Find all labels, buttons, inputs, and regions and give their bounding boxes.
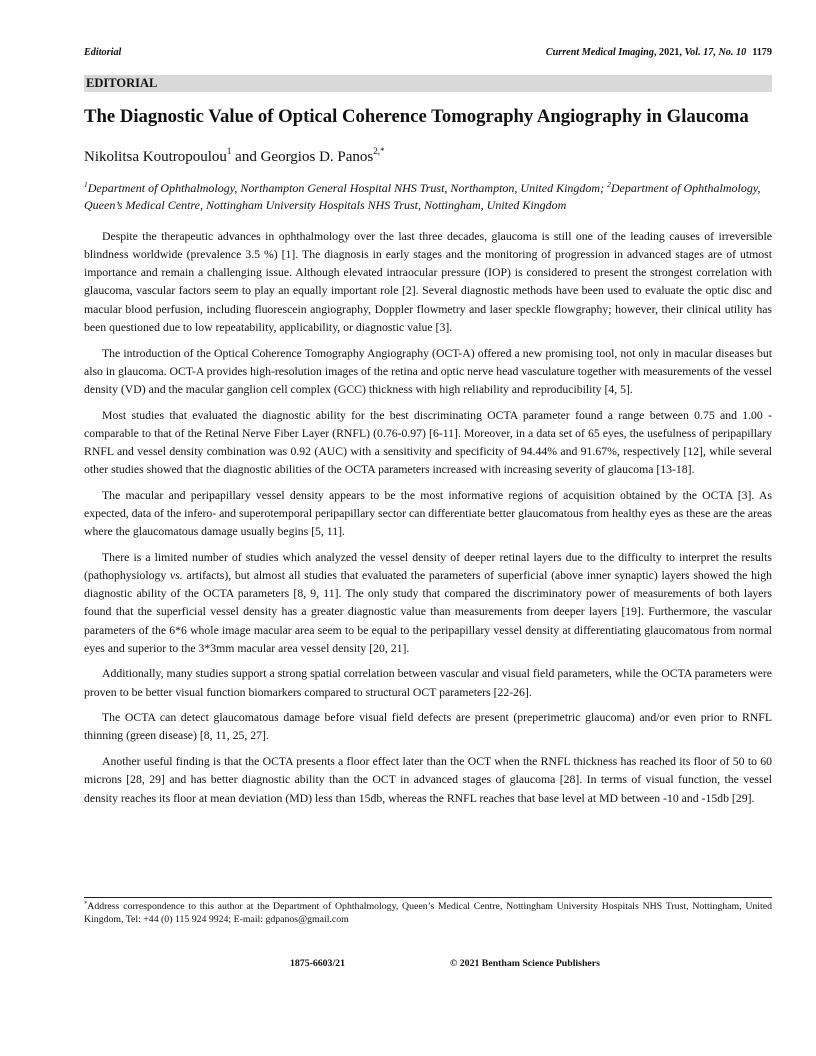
author-list [84,147,772,167]
italic-term: vs. [170,569,183,583]
author-name: Georgios D. Panos [260,149,374,165]
body-paragraph: The introduction of the Optical Coherence Tomography Angiography (OCT-A) offered a new promising tool, not only in macular diseases but also in glaucoma. OCT-A provides high-resolution images of the retina and optic nerve head vasculature together with measurements of the vessel density (VD) and the macular ganglion cell complex (GCC) thickness with high reliability and reproducibility [4, 5]. [84,346,772,396]
author-affiliation-marker: 2,* [373,146,385,156]
footnote-marker: * [84,900,88,907]
body-paragraph: Another useful finding is that the OCTA presents a floor effect later than the OCT when the RNFL thickness has reached its floor of 50 to 60 microns [28, 29] and has better diagnostic ability than the OCT in advanced stages of glaucoma [28]. In terms of visual function, the vessel density reaches its floor at mean deviation (MD) less than 15db, whereas the RNFL reaches that base level at MD between -10 and -15db [29]. [84,755,772,805]
journal-name: Current Medical Imaging [545,47,654,58]
footnote-text: Address correspondence to this author at the Department of Ophthalmology, Queen’s Medical Centre, Nottingham University Hospitals NHS Trust, Nottingham, United Kingdom, Tel: +44 (0) 115 924 9924; E-mail: gdpanos@gmail.com [84,901,772,925]
journal-year: , 2021, [653,47,685,58]
article-type-label: Editorial [84,47,122,58]
body-paragraph: The macular and peripapillary vessel density appears to be the most informative regions of acquisition obtained by the OCTA [3]. As expected, data of the infero- and superotemporal peripapillary sector can differentiate better glaucomatous from healthy eyes as these are the areas where the glaucomatous damage usually begins [5, 11]. [84,488,772,539]
body-paragraph: Despite the therapeutic advances in ophthalmology over the last three decades, glaucoma is still one of the leading causes of irreversible blindness worldwide (prevalence 3.5 %) [1]. The diagnosis in early stages and the monitoring of progression in advanced stages are of utmost importance and remain a challenging issue. Although elevated intraocular pressure (IOP) is considered to present the strongest correlation with glaucoma, vascular factors seem to play an equally important role [2]. Several diagnostic methods have been used to evaluate the optic disc and macular blood perfusion, including fluorescein angiography, Doppler flowmetry and laser speckle flowgraphy; however, their clinical utility has been questioned due to low repeatability, applicability, or diagnostic value [3]. [84,230,772,334]
page-footer [84,958,772,972]
page-number: 1179 [752,47,772,58]
paragraph-text: artifacts), but almost all studies that evaluated the parameters of superficial (above inner synaptic) layers showed the high diagnostic ability of the OCTA parameters [8, 9, 11]. The only study that compared the discriminatory power of measurements of both layers found that the superficial vessel density has a greater diagnostic value than measurements from deeper layers [19]. Furthermore, the vascular parameters of the 6*6 whole image macular area seem to be equal to the peripapillary vessel density at differentiating glaucomatous from normal eyes and superior to the 3*3mm macular area vessel density [20, 21]. [84,569,772,655]
section-label-bar: EDITORIAL [84,75,772,92]
affiliation-marker: 1 [84,180,88,189]
footnote-divider [84,897,772,898]
affiliation-text: Department of Ophthalmology, Queen’s Medical Centre, Nottingham University Hospitals NHS Trust, Nottingham, United Kingdom [84,181,761,212]
affiliation-text: Department of Ophthalmology, Northampton General Hospital NHS Trust, Northampton, United Kingdom; [87,181,608,195]
running-head [84,47,772,61]
author-name: Nikolitsa Koutropoulou [84,149,227,165]
article-title: The Diagnostic Value of Optical Coherence Tomography Angiography in Glaucoma [84,106,749,127]
author-affiliation-marker: 1 [226,146,232,156]
paragraph-text: There is a limited number of studies which analyzed the vessel density of deeper retinal layers due to the difficulty to interpret the results (pathophysiology [84,550,772,583]
issn: 1875-6603/21 [290,958,345,969]
body-paragraph [84,549,772,658]
body-paragraph: Most studies that evaluated the diagnostic ability for the best discriminating OCTA parameter found a range between 0.75 and 1.00 - comparable to that of the Retinal Nerve Fiber Layer (RNFL) (0.76-0.97) [6-11]. Moreover, in a data set of 65 eyes, the usefulness of peripapillary RNFL and vessel density combination was 0.92 (AUC) with a sensitivity and specificity of 94.44% and 91.67%, respectively [12], while several other studies showed that the diagnostic abilities of the OCTA parameters increased with increasing severity of glaucoma [13-18]. [84,408,772,477]
affiliation-marker: 2 [607,180,611,189]
article-body [84,228,772,815]
correspondence-footnote [84,900,772,926]
affiliations [84,180,772,214]
copyright: © 2021 Bentham Science Publishers [450,958,600,969]
journal-volume: Vol. 17, No. 10 [684,47,747,58]
journal-citation [546,47,772,58]
body-paragraph: Additionally, many studies support a strong spatial correlation between vascular and visual field parameters, while the OCTA parameters were proven to be better visual function biomarkers compared to structural OCT parameters [22-26]. [84,667,772,699]
author-connector: and [231,149,261,165]
body-paragraph: The OCTA can detect glaucomatous damage before visual field defects are present (preperimetric glaucoma) and/or even prior to RNFL thinning (green disease) [8, 11, 25, 27]. [84,711,772,743]
